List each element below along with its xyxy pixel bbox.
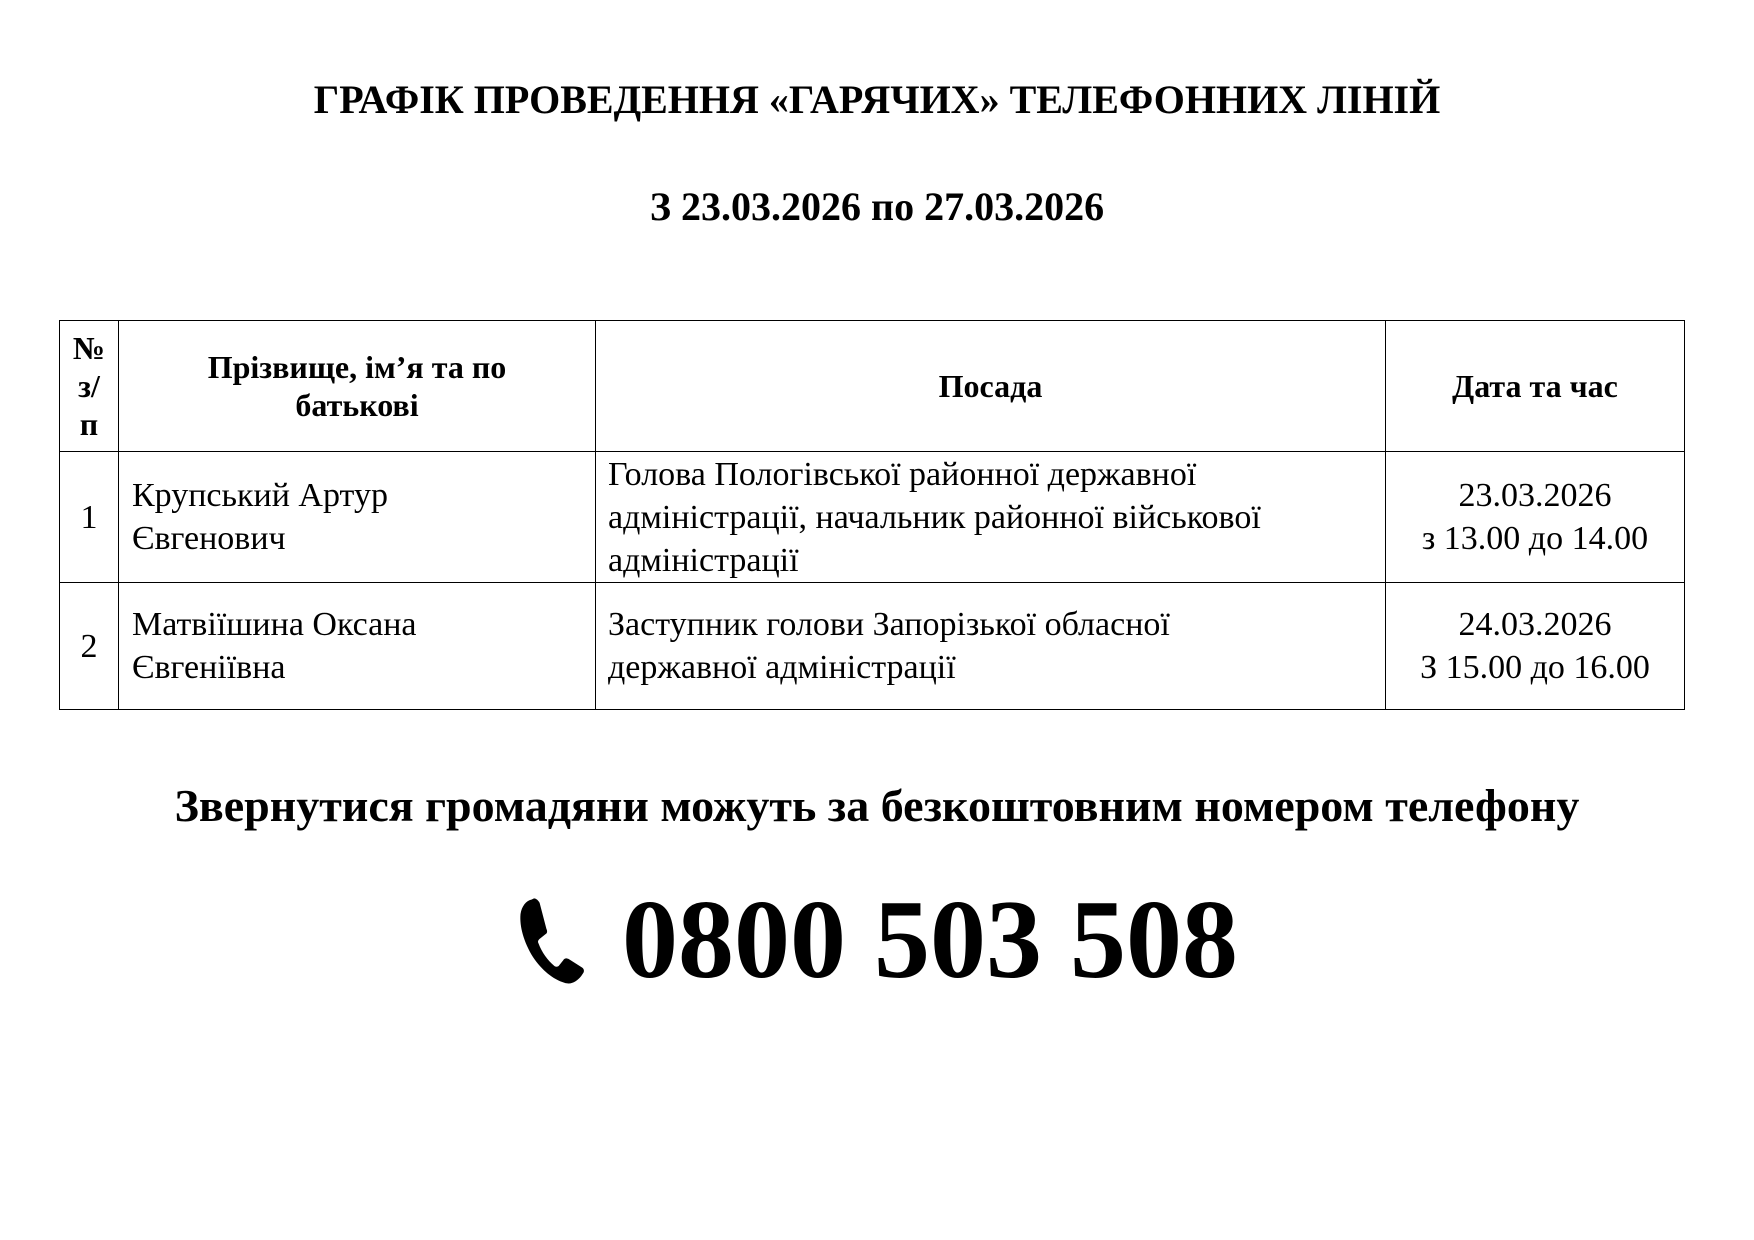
header-num-line: з/ — [78, 368, 100, 404]
header-position: Посада — [596, 321, 1386, 452]
header-num-line: № — [72, 330, 106, 366]
hotline-date: 23.03.2026 — [1458, 477, 1612, 514]
header-name — [119, 321, 596, 452]
person-position — [596, 583, 1386, 710]
hotline-time: З 15.00 до 16.00 — [1420, 649, 1650, 686]
position-line: Голова Пологівської районної державної — [608, 455, 1197, 493]
phone-number: 0800 503 508 — [622, 878, 1238, 1002]
position-line: Заступник голови Запорізької обласної — [608, 606, 1170, 643]
hotline-time: з 13.00 до 14.00 — [1421, 520, 1649, 557]
header-name-line: Прізвище, ім’я та по — [207, 349, 507, 385]
position-line: державної адміністрації — [608, 649, 956, 686]
position-line: адміністрації, начальник районної військової — [608, 498, 1261, 536]
row-number: 1 — [60, 452, 119, 583]
hotline-date: 24.03.2026 — [1458, 606, 1612, 643]
header-datetime: Дата та час — [1386, 321, 1685, 452]
call-instruction: Звернутися громадяни можуть за безкоштовним номером телефону — [174, 780, 1580, 831]
person-position — [596, 452, 1386, 583]
person-name — [119, 583, 596, 710]
row-number: 2 — [60, 583, 119, 710]
phone-icon — [516, 895, 588, 985]
date-time — [1386, 583, 1685, 710]
table-row — [60, 452, 1685, 583]
header-num — [60, 321, 119, 452]
hotline-schedule-table — [59, 320, 1685, 710]
person-name-line: Матвіїшина Оксана — [132, 606, 417, 643]
person-name-line: Євгеніївна — [132, 649, 286, 686]
document-title: ГРАФІК ПРОВЕДЕННЯ «ГАРЯЧИХ» ТЕЛЕФОННИХ ЛІНІЙ — [313, 77, 1441, 122]
header-num-line: п — [79, 406, 99, 442]
person-name-line: Євгенович — [132, 520, 286, 557]
person-name-line: Крупський Артур — [132, 477, 388, 514]
date-time — [1386, 452, 1685, 583]
person-name — [119, 452, 596, 583]
document-period: З 23.03.2026 по 27.03.2026 — [649, 184, 1105, 229]
table-row — [60, 583, 1685, 710]
table-header-row — [60, 321, 1685, 452]
position-line: адміністрації — [608, 541, 799, 579]
hotline-phone — [0, 880, 1754, 1000]
header-name-line: батькові — [295, 387, 419, 423]
